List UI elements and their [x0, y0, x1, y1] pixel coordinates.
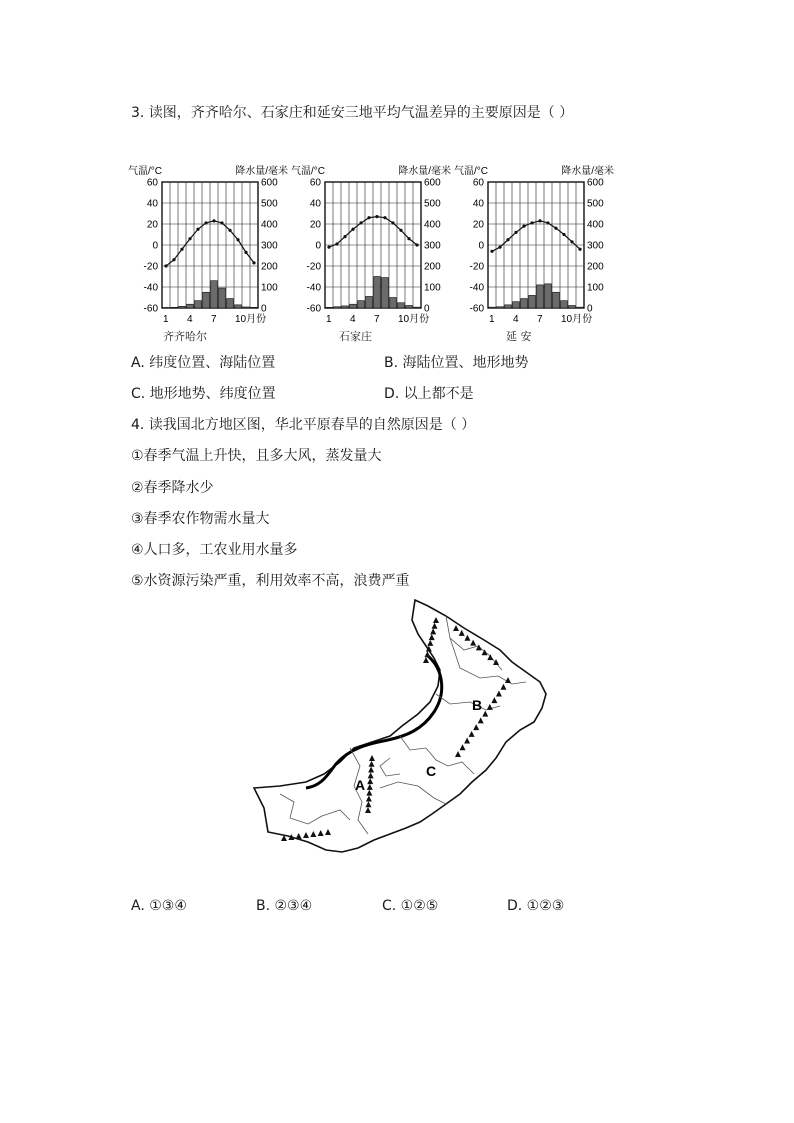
precip-bar — [545, 284, 552, 308]
precip-bar — [390, 298, 397, 309]
mountain-symbol — [368, 772, 374, 778]
q4-stem: 4. 读我国北方地区图，华北平原春旱的自然原因是（ ） — [131, 417, 476, 433]
precip-bar — [358, 301, 365, 308]
chart-city-label: 延 安 — [506, 330, 532, 343]
temperature-point — [383, 216, 386, 219]
precip-bar — [243, 307, 250, 308]
precip-bar — [334, 307, 341, 308]
y-left-title: 气温/°C — [128, 166, 162, 177]
mountain-symbol — [496, 690, 502, 696]
x-tick: 7 — [537, 314, 543, 325]
precip-bar — [406, 305, 413, 308]
temperature-point — [335, 242, 338, 245]
map-label-a: A — [355, 777, 366, 793]
precip-bar — [235, 305, 242, 308]
precip-bar — [219, 288, 226, 308]
climate-chart-svg — [291, 160, 451, 328]
mountain-symbol — [432, 623, 438, 629]
map-svg — [250, 598, 550, 863]
precip-bar — [398, 303, 405, 308]
chart-city-label: 齐齐哈尔 — [163, 330, 207, 343]
precip-bar — [537, 285, 544, 308]
province-boundary — [400, 736, 474, 774]
y-left-tick: 20 — [146, 219, 158, 231]
x-tick: 10月份 — [398, 314, 430, 325]
mountain-symbol — [473, 724, 479, 730]
temperature-point — [367, 216, 370, 219]
x-tick: 7 — [211, 314, 217, 325]
mountain-ranges — [281, 617, 511, 841]
precip-bar — [577, 307, 584, 308]
y-left-tick: 60 — [472, 177, 484, 189]
y-left-tick: -40 — [469, 282, 484, 294]
mountain-symbol — [365, 807, 371, 813]
temperature-point — [538, 219, 541, 222]
temperature-point — [530, 221, 533, 224]
mountain-symbol — [318, 830, 324, 836]
temperature-point — [172, 258, 175, 261]
y-right-tick: 400 — [261, 219, 278, 231]
y-left-tick: -60 — [143, 303, 158, 315]
precip-bar — [513, 302, 520, 308]
precip-bar — [414, 307, 421, 308]
y-right-tick: 600 — [587, 177, 604, 189]
north-china-map — [250, 598, 550, 863]
q4-item-2: ②春季降水少 — [131, 480, 214, 496]
mountain-symbol — [464, 738, 470, 744]
province-boundary — [380, 758, 400, 776]
mountain-symbol — [310, 831, 316, 837]
mountain-symbol — [427, 640, 433, 646]
y-left-tick: 20 — [309, 219, 321, 231]
q4-option-a[interactable]: A. ①③④ — [131, 898, 187, 914]
q4-item-3: ③春季农作物需水量大 — [131, 511, 270, 527]
mountain-symbol — [491, 697, 497, 703]
x-tick: 10月份 — [561, 314, 593, 325]
y-left-tick: 20 — [472, 219, 484, 231]
x-tick: 4 — [350, 314, 356, 325]
y-right-tick: 200 — [261, 261, 278, 273]
y-left-title: 气温/°C — [454, 166, 488, 177]
map-label-c: C — [426, 763, 437, 779]
climate-chart-svg — [128, 160, 288, 328]
x-tick: 1 — [489, 314, 495, 325]
y-right-tick: 300 — [587, 240, 604, 252]
chart-qiqihar — [128, 160, 288, 345]
mountain-symbol — [367, 778, 373, 784]
y-left-tick: 60 — [309, 177, 321, 189]
y-left-tick: -60 — [469, 303, 484, 315]
mountain-symbol — [325, 829, 331, 835]
y-left-tick: -40 — [143, 282, 158, 294]
y-right-tick: 600 — [424, 177, 441, 189]
precip-bar — [382, 278, 389, 308]
temperature-point — [196, 228, 199, 231]
province-boundary — [322, 810, 350, 820]
mountain-symbol — [493, 659, 499, 665]
mountain-symbol — [482, 711, 488, 717]
temperature-point — [188, 237, 191, 240]
mountain-symbol — [487, 704, 493, 710]
mountain-symbol — [433, 617, 439, 623]
temperature-point — [399, 229, 402, 232]
precip-bar — [529, 295, 536, 308]
y-left-tick: 0 — [315, 240, 321, 252]
province-boundary — [450, 638, 526, 684]
coastline — [306, 656, 442, 788]
temperature-point — [554, 227, 557, 230]
mountain-symbol — [469, 731, 475, 737]
mountain-symbol — [429, 634, 435, 640]
province-boundary — [380, 782, 446, 804]
temperature-point — [490, 250, 493, 253]
mountain-symbol — [365, 801, 371, 807]
temperature-point — [570, 240, 573, 243]
temperature-point — [220, 221, 223, 224]
precip-bar — [326, 307, 333, 308]
precip-bar — [497, 307, 504, 308]
temperature-point — [375, 215, 378, 218]
precip-bar — [350, 304, 357, 308]
precip-bar — [251, 307, 258, 308]
mountain-symbol — [455, 751, 461, 757]
temperature-point — [327, 246, 330, 249]
y-right-tick: 100 — [424, 282, 441, 294]
precip-bar — [505, 305, 512, 308]
y-left-tick: -40 — [306, 282, 321, 294]
y-right-tick: 200 — [587, 261, 604, 273]
y-left-tick: 0 — [152, 240, 158, 252]
temperature-point — [546, 221, 549, 224]
y-right-tick: 500 — [261, 198, 278, 210]
y-right-tick: 0 — [587, 303, 593, 315]
precip-bar — [195, 301, 202, 308]
precip-bar — [521, 299, 528, 308]
mountain-symbol — [430, 628, 436, 634]
mountain-symbol — [487, 654, 493, 660]
mountain-symbol — [460, 744, 466, 750]
q3-option-b[interactable]: B. 海陆位置、地形地势 — [384, 355, 529, 371]
climate-charts — [128, 160, 614, 345]
precip-bar — [561, 301, 568, 308]
mountain-symbol — [500, 684, 506, 690]
y-left-tick: -60 — [306, 303, 321, 315]
temperature-point — [498, 246, 501, 249]
precip-bar — [374, 277, 381, 309]
temperature-point — [343, 235, 346, 238]
y-left-title: 气温/°C — [291, 166, 325, 177]
mountain-symbol — [505, 677, 511, 683]
q4-item-1: ①春季气温上升快，且多大风，蒸发量大 — [131, 448, 382, 464]
temperature-point — [244, 251, 247, 254]
precip-bar — [569, 305, 576, 308]
y-left-tick: 60 — [146, 177, 158, 189]
y-right-tick: 400 — [587, 219, 604, 231]
temperature-point — [578, 248, 581, 251]
y-left-tick: 40 — [309, 198, 321, 210]
mountain-symbol — [366, 795, 372, 801]
mountain-symbol — [470, 640, 476, 646]
mountain-symbol — [453, 625, 459, 631]
y-right-tick: 300 — [261, 240, 278, 252]
y-left-tick: -20 — [469, 261, 484, 273]
q4-option-c[interactable]: C. ①②⑤ — [382, 898, 439, 914]
y-right-tick: 500 — [424, 198, 441, 210]
chart-city-label: 石家庄 — [339, 330, 372, 343]
x-tick: 4 — [187, 314, 193, 325]
q3-stem: 3. 读图，齐齐哈尔、石家庄和延安三地平均气温差异的主要原因是（ ） — [131, 105, 574, 121]
temperature-point — [252, 261, 255, 264]
temperature-point — [164, 264, 167, 267]
temperature-point — [204, 221, 207, 224]
y-left-tick: 40 — [146, 198, 158, 210]
temperature-point — [180, 248, 183, 251]
precip-bar — [203, 292, 210, 308]
precip-bar — [187, 304, 194, 308]
mountain-symbol — [478, 717, 484, 723]
mountain-symbol — [296, 833, 302, 839]
map-label-b: B — [472, 697, 483, 713]
y-left-tick: 40 — [472, 198, 484, 210]
precip-bar — [179, 306, 186, 308]
precip-bar — [366, 296, 373, 308]
x-tick: 10月份 — [235, 314, 267, 325]
province-boundary — [280, 794, 322, 824]
temperature-point — [514, 231, 517, 234]
mountain-symbol — [464, 635, 470, 641]
y-right-tick: 100 — [261, 282, 278, 294]
mountain-symbol — [369, 761, 375, 767]
y-left-tick: 0 — [478, 240, 484, 252]
mountain-symbol — [366, 790, 372, 796]
temperature-point — [236, 238, 239, 241]
y-right-title: 降水量/毫米 — [398, 166, 451, 177]
q3-option-d[interactable]: D. 以上都不是 — [384, 386, 474, 402]
precip-bar — [171, 307, 178, 308]
temperature-point — [506, 238, 509, 241]
chart-shijiazhuang — [291, 160, 451, 345]
temperature-point — [351, 228, 354, 231]
q4-item-4: ④人口多，工农业用水量多 — [131, 542, 298, 558]
q3-option-a[interactable]: A. 纬度位置、海陆位置 — [131, 355, 276, 371]
x-tick: 4 — [513, 314, 519, 325]
y-right-tick: 200 — [424, 261, 441, 273]
y-right-tick: 500 — [587, 198, 604, 210]
precip-bar — [342, 306, 349, 308]
y-right-tick: 0 — [261, 303, 267, 315]
x-tick: 1 — [326, 314, 332, 325]
q4-item-5: ⑤水资源污染严重，利用效率不高，浪费严重 — [131, 573, 410, 589]
q4-option-b[interactable]: B. ②③④ — [256, 898, 313, 914]
y-right-tick: 600 — [261, 177, 278, 189]
y-right-tick: 400 — [424, 219, 441, 231]
mountain-symbol — [303, 832, 309, 838]
x-tick: 1 — [163, 314, 169, 325]
temperature-point — [359, 221, 362, 224]
mountain-symbol — [459, 630, 465, 636]
climate-chart-svg — [454, 160, 614, 328]
precip-bar — [227, 299, 234, 308]
temperature-point — [562, 233, 565, 236]
y-right-tick: 0 — [424, 303, 430, 315]
q4-option-d[interactable]: D. ①②③ — [507, 898, 565, 914]
y-right-tick: 100 — [587, 282, 604, 294]
map-outline — [254, 600, 546, 852]
mountain-symbol — [369, 755, 375, 761]
temperature-point — [415, 243, 418, 246]
temperature-point — [391, 221, 394, 224]
precip-bar — [211, 281, 218, 308]
mountain-symbol — [368, 767, 374, 773]
x-tick: 7 — [374, 314, 380, 325]
y-left-tick: -20 — [306, 261, 321, 273]
mountain-symbol — [476, 644, 482, 650]
temperature-point — [228, 229, 231, 232]
chart-yanan — [454, 160, 614, 345]
temperature-point — [522, 225, 525, 228]
precip-bar — [489, 307, 496, 308]
mountain-symbol — [367, 784, 373, 790]
y-right-tick: 300 — [424, 240, 441, 252]
y-right-title: 降水量/毫米 — [235, 166, 288, 177]
precip-bar — [553, 292, 560, 308]
temperature-point — [212, 219, 215, 222]
y-right-title: 降水量/毫米 — [561, 166, 614, 177]
y-left-tick: -20 — [143, 261, 158, 273]
q3-option-c[interactable]: C. 地形地势、纬度位置 — [131, 386, 276, 402]
temperature-point — [407, 237, 410, 240]
